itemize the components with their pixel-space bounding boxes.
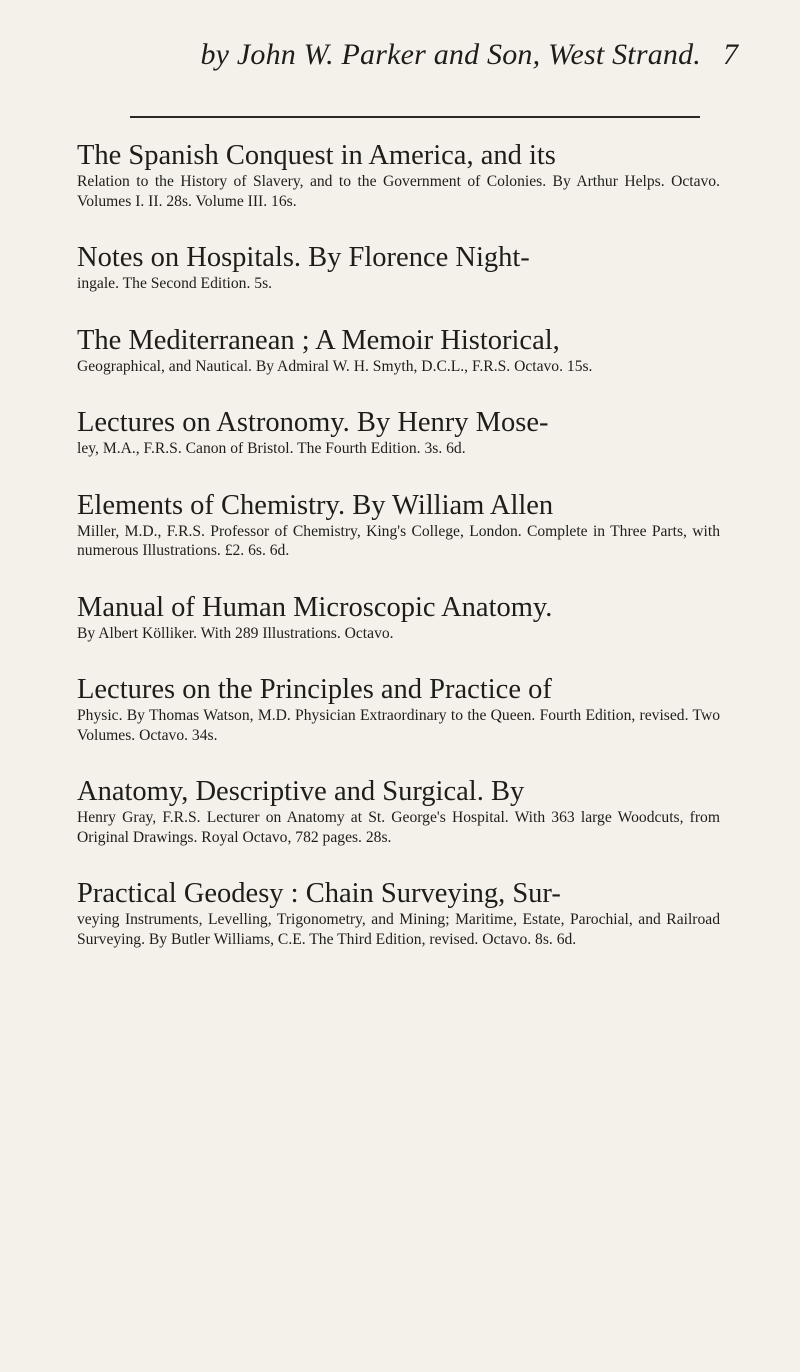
catalogue-entry bbox=[77, 490, 720, 561]
entry-body: veying Instruments, Levelling, Trigonometry, and Mining; Maritime, Estate, Parochial, and Railroad Surveying. By Butler Williams, C.E. The Third Edition, revised. Octavo. 8s. 6d. bbox=[77, 911, 720, 948]
entry-body: Physic. By Thomas Watson, M.D. Physician Extraordinary to the Queen. Fourth Edition, revised. Two Volumes. Octavo. 34s. bbox=[77, 707, 720, 744]
catalogue-entry bbox=[77, 776, 720, 847]
entry-title: Notes on Hospitals. By Florence Night- bbox=[77, 242, 530, 273]
catalogue-entry bbox=[77, 140, 720, 211]
entry-body: Geographical, and Nautical. By Admiral W. H. Smyth, D.C.L., F.R.S. Octavo. 15s. bbox=[77, 357, 593, 375]
catalogue-entry bbox=[77, 878, 720, 949]
catalogue-entry bbox=[77, 242, 720, 294]
catalogue-entry bbox=[77, 325, 720, 377]
entry-title: Practical Geodesy : Chain Surveying, Sur- bbox=[77, 878, 561, 909]
entry-body: By Albert Kölliker. With 289 Illustrations. Octavo. bbox=[77, 624, 394, 642]
entry-title: Anatomy, Descriptive and Surgical. By bbox=[77, 776, 525, 807]
entry-title: The Mediterranean ; A Memoir Historical, bbox=[77, 324, 560, 356]
catalogue-entry bbox=[77, 674, 720, 745]
header-rule bbox=[130, 116, 700, 118]
entry-title: Manual of Human Microscopic Anatomy. bbox=[77, 591, 553, 623]
entry-body: Miller, M.D., F.R.S. Professor of Chemistry, King's College, London. Complete in Three Parts, with numerous Illustrations. £2. 6s. 6d. bbox=[77, 522, 720, 559]
catalogue-entries bbox=[77, 140, 720, 980]
entry-body: Relation to the History of Slavery, and to the Government of Colonies. By Arthur Helps. Octavo. Volumes I. II. 28s. Volume III. 16s. bbox=[77, 173, 720, 210]
catalogue-entry bbox=[77, 592, 720, 644]
entry-body: ingale. The Second Edition. 5s. bbox=[77, 275, 273, 292]
page-number: 7 bbox=[723, 38, 738, 71]
catalogue-entry bbox=[77, 407, 720, 459]
entry-title: Lectures on Astronomy. By Henry Mose- bbox=[77, 407, 549, 438]
entry-title: Lectures on the Principles and Practice of bbox=[77, 674, 552, 705]
entry-title: The Spanish Conquest in America, and its bbox=[77, 140, 556, 171]
entry-body: ley, M.A., F.R.S. Canon of Bristol. The Fourth Edition. 3s. 6d. bbox=[77, 440, 466, 457]
entry-body: Henry Gray, F.R.S. Lecturer on Anatomy at St. George's Hospital. With 363 large Woodcuts, from Original Drawings. Royal Octavo, 782 pages. 28s. bbox=[77, 809, 720, 846]
running-title: by John W. Parker and Son, West Strand. bbox=[200, 38, 701, 71]
entry-title: Elements of Chemistry. By William Allen bbox=[77, 489, 554, 521]
running-head bbox=[0, 38, 800, 72]
